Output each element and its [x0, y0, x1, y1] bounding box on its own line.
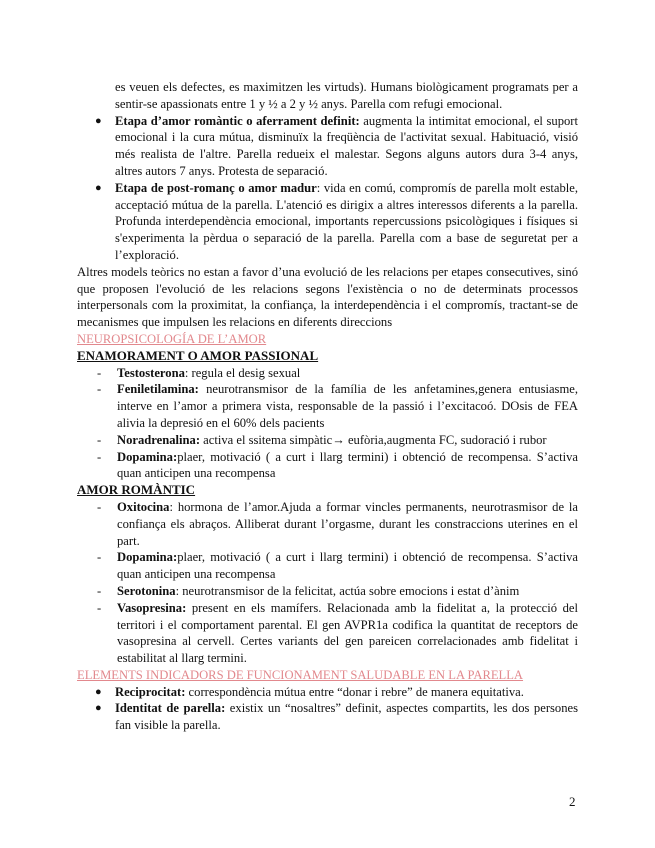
dash-marker: - [97, 449, 102, 464]
list-item [77, 449, 578, 483]
stage-bullet-post-romance [77, 180, 578, 264]
item-text: activa el ssitema simpàtic→ eufòria,augmenta FC, sudoració i rubor [200, 432, 547, 447]
subheading-romantic-love: AMOR ROMÀNTIC [77, 482, 196, 498]
models-paragraph: Altres models teòrics no estan a favor d’una evolució de les relacions per etapes consecutives, sinó que proposen l'evolució de les relacions segons l'existència o no de determinats processos interpersonals com la proximitat, la confiança, la interdependència i el compromís, tractant-se de mecanismes que impulsen les relacions en diferents direccions [77, 264, 578, 330]
list-item [77, 365, 578, 382]
stage-text: augmenta la intimitat emocional, el suport emocional i la cura mútua, disminuïx la freqüència de l'activitat sexual. Habituació, visió més realista de l'altre. Parella redueix el malestar. Segons alguns autors dura 3-4 anys, altres autors 7 anys. Protesta de separació. [115, 113, 578, 178]
dash-marker: - [97, 365, 102, 380]
item-text: : neurotransmisor de la felicitat, actúa sobre emocions i estat d’ànim [175, 583, 520, 598]
item-text: : regula el desig sexual [184, 365, 301, 380]
dash-marker: - [97, 382, 102, 397]
item-term: Noradrenalina: [117, 432, 201, 447]
stage-term: Etapa de post-romanç o amor madur [115, 180, 317, 195]
item-text: plaer, motivació ( a curt i llarg termini) i obtenció de recompensa. S’activa quan anticipen una recompensa [117, 550, 578, 582]
item-term: Vasopresina: [117, 600, 187, 615]
item-term: Testosterona [117, 365, 185, 380]
section-heading-healthy-couple: ELEMENTS INDICADORS DE FUNCIONAMENT SALUDABLE EN LA PARELLA [77, 667, 524, 682]
item-text: : hormona de l’amor.Ajuda a formar vincles permanents, neurotrasmisor de la confiança els abraços. Alliberat durant l’orgasme, durant les constraccions uterines en el part. [117, 499, 578, 548]
item-term: Dopamina: [117, 550, 178, 565]
list-item [77, 583, 578, 600]
subheading-passional-love: ENAMORAMENT O AMOR PASSIONAL [77, 347, 319, 363]
bullet-icon: ● [95, 114, 102, 127]
item-text: neurotransmisor de la família de les anfetamines,genera entusiasme, interve en l’amor a primera vista, responsable de la passió i l’excitacoó. DOsis de FEA alivia la depresió en el 60% dels pacients [117, 382, 578, 430]
bullet-item [77, 700, 578, 734]
item-text: present en els mamífers. Relacionada amb la fidelitat a, la protecció del territori i el comportament parental. El gen AVPR1a codifica la quantitat de receptors de vasopresina al cervell. Certes variants del gen pareicen correlacionades amb fidelitat i estabilitat al llarg termini. [117, 600, 578, 666]
dash-marker: - [97, 499, 102, 514]
bullet-icon: ● [95, 702, 102, 715]
list-item [77, 432, 578, 449]
list-item [77, 499, 578, 549]
list-item [77, 600, 578, 667]
stage-term: Etapa d’amor romàntic o aferrament definit: [115, 113, 360, 128]
item-text: plaer, motivació ( a curt i llarg termini) i obtenció de recompensa. S’activa quan anticipen una recompensa [117, 449, 578, 481]
stage-text: : vida en comú, compromís de parella molt estable, acceptació mútua de la parella. L'atenció es dirigix a altres interessos diferents a la parella. Profunda interdependència emocional, importants repercussions psicològiques i físiques si s'experimenta la pèrdua o separació de la parella. Parella com a base de seguretat per a l’exploració. [115, 180, 578, 262]
dash-marker: - [97, 583, 102, 598]
page-content [77, 79, 578, 734]
item-term: Feniletilamina: [117, 382, 199, 397]
bullet-icon: ● [95, 685, 102, 698]
item-term: Dopamina: [117, 449, 178, 464]
list-item [77, 381, 578, 431]
page-number: 2 [569, 794, 576, 809]
bullet-icon: ● [95, 181, 102, 194]
list-item [77, 549, 578, 583]
item-text: existix un “nosaltres” definit, aspectes compartits, les dos persones fan visible la parella. [115, 701, 579, 733]
dash-marker: - [97, 550, 102, 565]
item-text: correspondència mútua entre “donar i rebre” de manera equitativa. [185, 684, 524, 699]
bullet-item [77, 684, 578, 701]
item-term: Oxitocina [117, 499, 170, 514]
dash-marker: - [97, 432, 102, 447]
stage-bullet-romantic [77, 113, 578, 180]
dash-marker: - [97, 600, 102, 615]
continued-stage-text: es veuen els defectes, es maximitzen les virtuds). Humans biològicament programats per a sentir-se apassionats entre 1 y ½ a 2 y ½ anys. Parella com refugi emocional. [115, 80, 578, 111]
section-heading-neuropsychology: NEUROPSICOLOGÍA DE L’AMOR [77, 331, 267, 346]
item-term: Identitat de parella: [115, 701, 226, 716]
item-term: Serotonina [117, 583, 176, 598]
item-term: Reciprocitat: [115, 684, 186, 699]
